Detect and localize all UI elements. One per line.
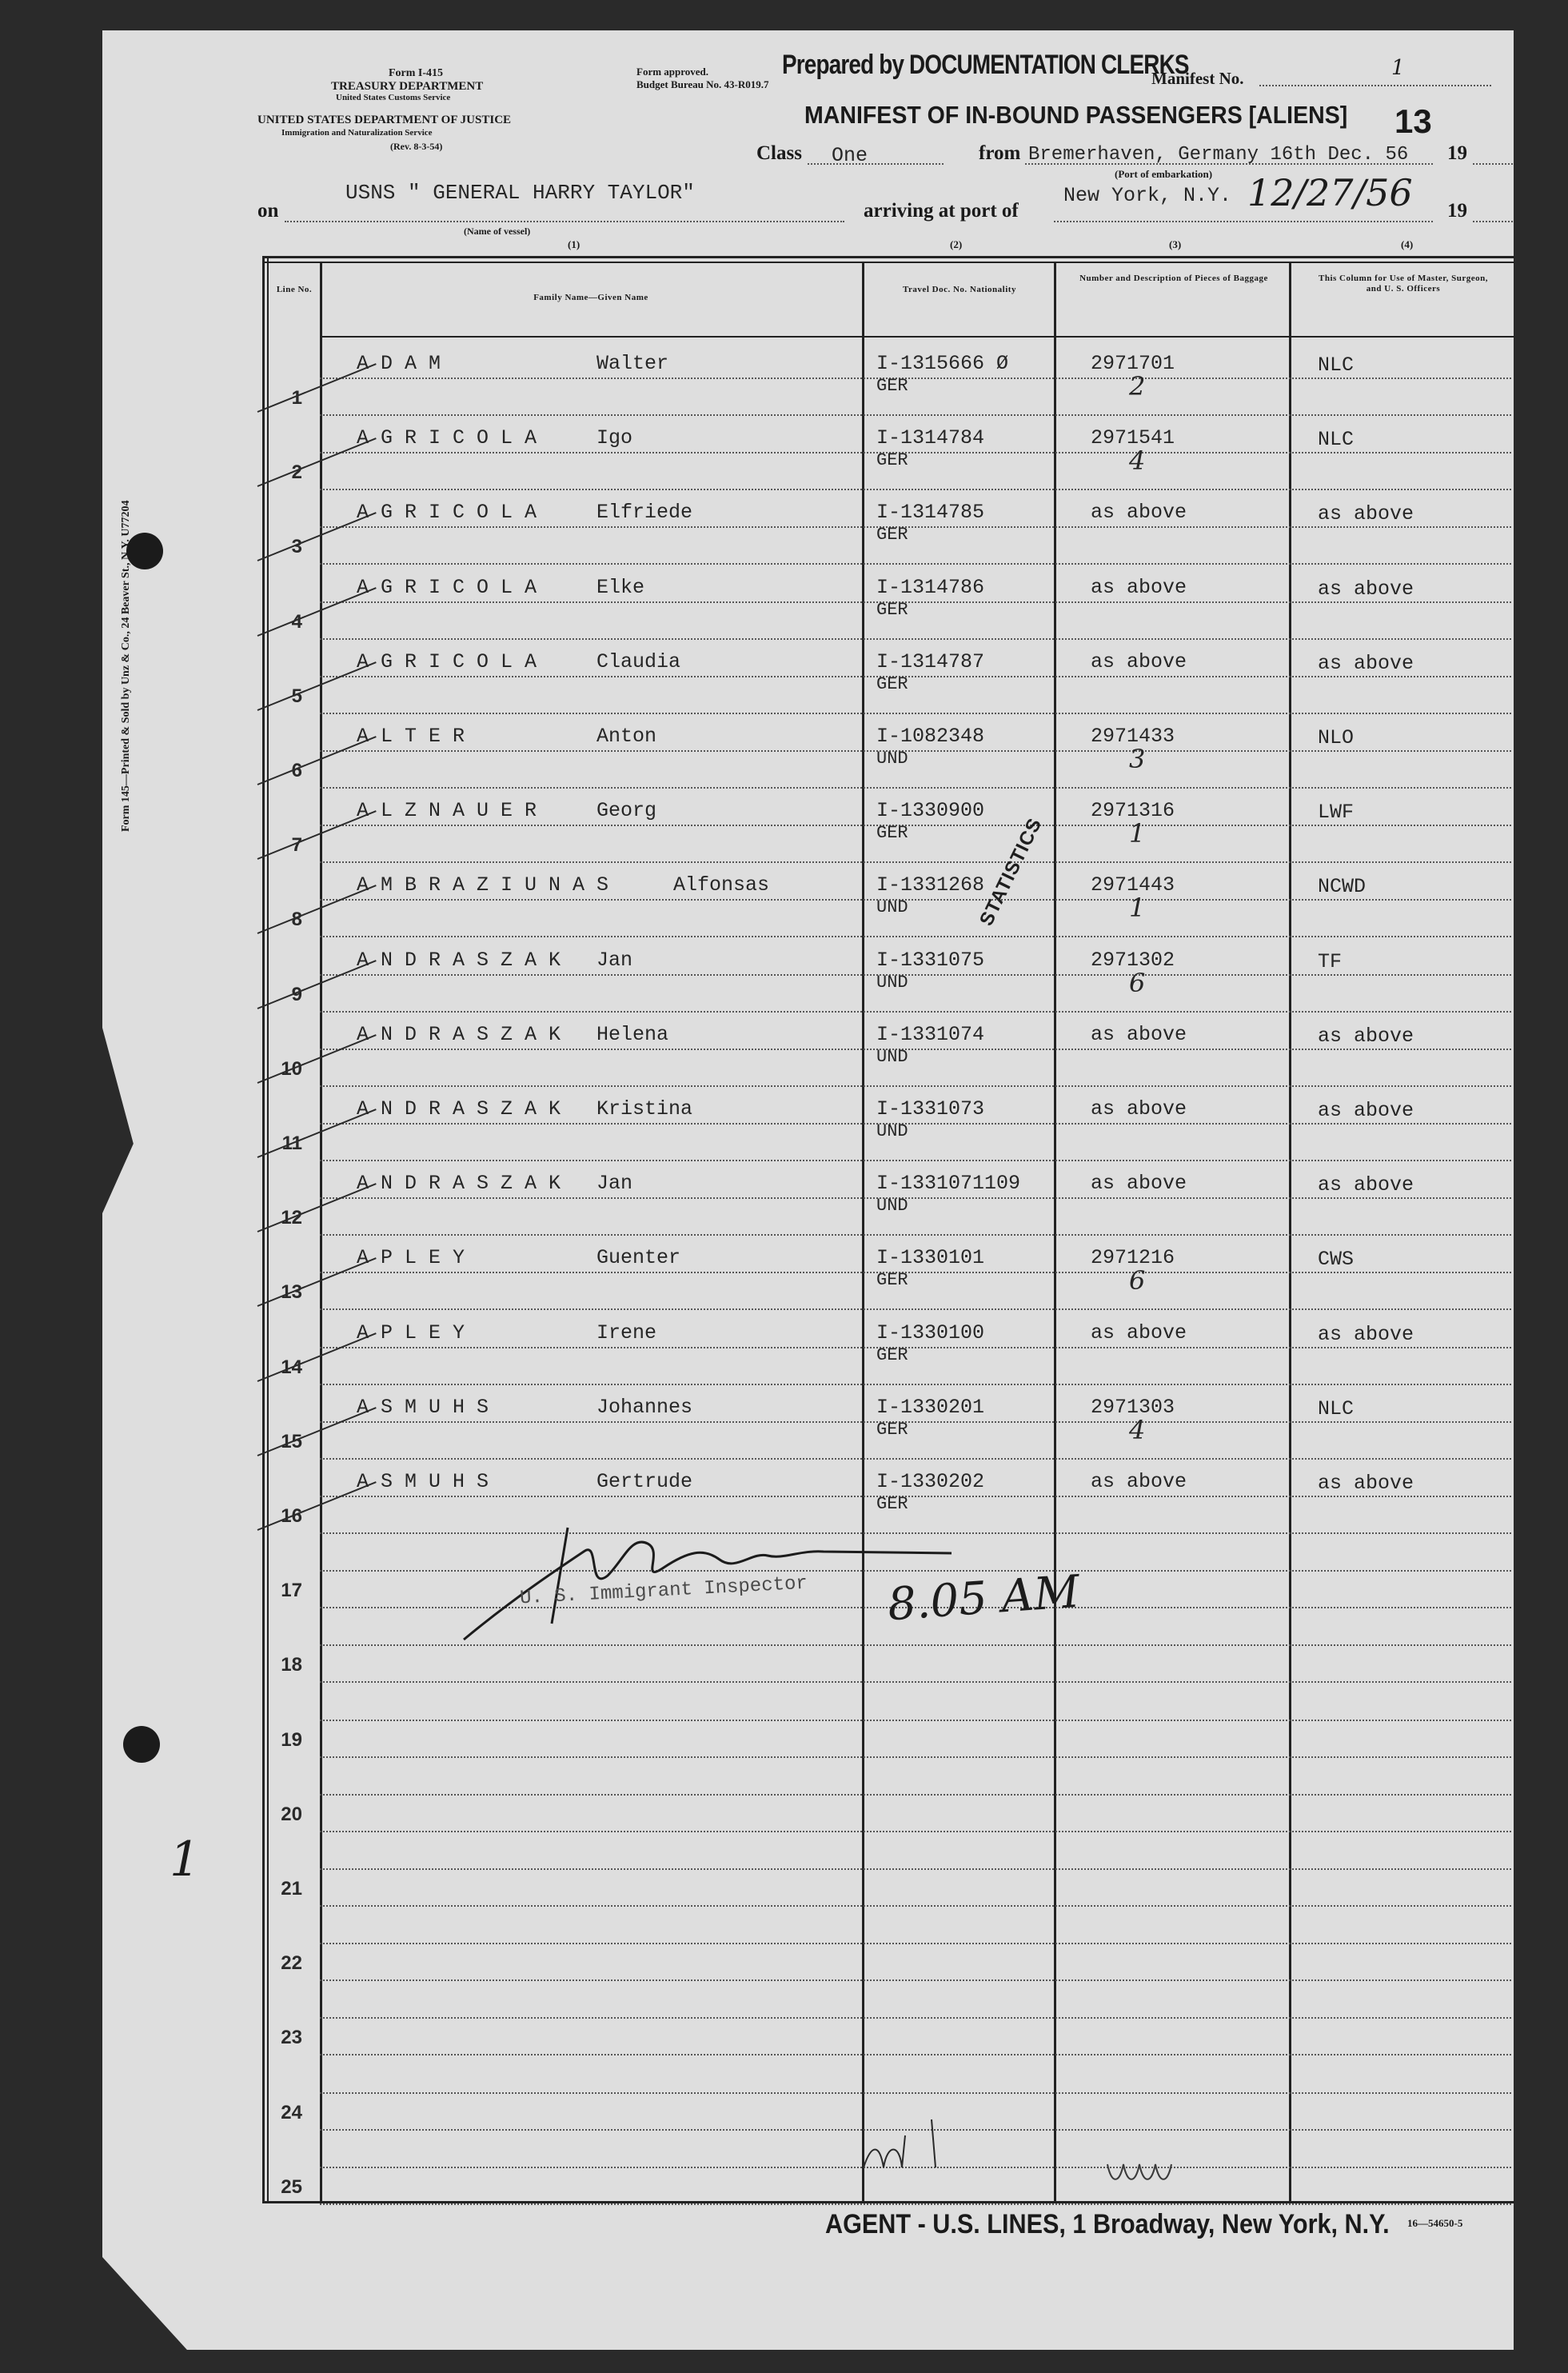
nationality: GER bbox=[876, 450, 908, 471]
given-name: Igo bbox=[596, 426, 633, 450]
year-suffix-1: 19 bbox=[1447, 142, 1467, 164]
baggage: 2971302 bbox=[1091, 948, 1175, 972]
baggage-pieces: 3 bbox=[1129, 744, 1146, 774]
baggage: as above bbox=[1091, 1022, 1187, 1046]
col-num-4: (4) bbox=[1401, 238, 1414, 250]
row-line-lower bbox=[320, 1681, 1511, 1683]
travel-doc-no: I-1314786 bbox=[876, 575, 985, 599]
manifest-no-line bbox=[1259, 85, 1491, 86]
line-number: 15 bbox=[281, 1430, 302, 1452]
scribble-baggage-col bbox=[1103, 2148, 1231, 2196]
nationality: UND bbox=[876, 1046, 908, 1067]
from-value: Bremerhaven, Germany 16th Dec. 56 bbox=[1028, 144, 1409, 166]
given-name: Gertrude bbox=[596, 1470, 693, 1493]
line-number: 1 bbox=[291, 387, 302, 409]
officer-notes: NLC bbox=[1318, 428, 1355, 452]
officer-notes: as above bbox=[1318, 502, 1414, 526]
line-number: 25 bbox=[281, 2175, 302, 2198]
travel-doc-no: I-1330201 bbox=[876, 1395, 985, 1419]
row-line-lower bbox=[320, 1011, 1511, 1013]
line-number: 18 bbox=[281, 1654, 302, 1676]
travel-divider bbox=[1054, 262, 1056, 2203]
row-line-upper bbox=[320, 1272, 1511, 1273]
family-name: A M B R A Z I U N A S bbox=[357, 873, 609, 897]
line-number: 3 bbox=[291, 536, 302, 558]
page-number: 13 bbox=[1394, 102, 1432, 140]
year-line-2 bbox=[1473, 221, 1513, 222]
officer-notes: as above bbox=[1318, 651, 1414, 675]
given-name: Elfriede bbox=[596, 501, 693, 525]
arriving-label: arriving at port of bbox=[864, 200, 1019, 222]
line-number: 9 bbox=[291, 983, 302, 1005]
row-line-lower bbox=[320, 1905, 1511, 1907]
row-line-upper bbox=[320, 676, 1511, 677]
row-line-lower bbox=[320, 1979, 1511, 1981]
officer-notes: as above bbox=[1318, 577, 1414, 601]
officer-notes: as above bbox=[1318, 1024, 1414, 1048]
baggage-pieces: 2 bbox=[1129, 371, 1146, 401]
customs-service: United States Customs Service bbox=[336, 93, 451, 102]
col-num-1: (1) bbox=[568, 238, 581, 250]
vessel-line bbox=[285, 221, 844, 222]
budget-bureau: Budget Bureau No. 43-R019.7 bbox=[636, 78, 769, 90]
row-line-upper bbox=[320, 1496, 1511, 1497]
margin-mark: 1 bbox=[170, 1832, 201, 1888]
baggage-pieces: 6 bbox=[1129, 1265, 1146, 1296]
arrival-line bbox=[1054, 221, 1433, 222]
line-number: 11 bbox=[281, 1133, 302, 1154]
row-line-upper bbox=[320, 1347, 1511, 1348]
family-name: A N D R A S Z A K bbox=[357, 1022, 561, 1046]
line-number: 22 bbox=[281, 1952, 302, 1975]
travel-doc-no: I-1314785 bbox=[876, 501, 985, 525]
given-name: Georg bbox=[596, 799, 657, 823]
vessel-caption: (Name of vessel) bbox=[464, 226, 531, 237]
nationality: UND bbox=[876, 749, 908, 769]
family-name: A L T E R bbox=[357, 725, 465, 748]
line-number: 8 bbox=[291, 909, 302, 931]
port-embark-caption: (Port of embarkation) bbox=[1115, 168, 1213, 180]
baggage-pieces: 4 bbox=[1129, 445, 1146, 477]
treasury-dept: TREASURY DEPARTMENT bbox=[331, 80, 484, 93]
row-line-upper bbox=[320, 1197, 1511, 1199]
nationality: GER bbox=[876, 525, 908, 545]
row-line-lower bbox=[320, 1458, 1511, 1460]
given-name: Guenter bbox=[596, 1246, 681, 1270]
row-line-upper bbox=[320, 1868, 1511, 1870]
given-name: Elke bbox=[596, 575, 645, 599]
lineno-divider bbox=[320, 262, 322, 2203]
travel-doc-no: I-1330900 bbox=[876, 799, 985, 823]
officer-notes: NLC bbox=[1318, 1396, 1355, 1420]
row-line-lower bbox=[320, 1160, 1511, 1161]
travel-doc-no: I-1331268 bbox=[876, 873, 985, 897]
row-line-lower bbox=[320, 1308, 1511, 1310]
justice-dept: UNITED STATES DEPARTMENT OF JUSTICE bbox=[257, 114, 512, 126]
given-name: Alfonsas bbox=[673, 873, 770, 897]
officer-notes: TF bbox=[1318, 949, 1343, 973]
baggage: 2971701 bbox=[1091, 352, 1175, 375]
line-number: 17 bbox=[281, 1580, 302, 1602]
nationality: GER bbox=[876, 673, 908, 694]
baggage: as above bbox=[1091, 1470, 1187, 1493]
baggage: as above bbox=[1091, 649, 1187, 673]
officer-notes: NLC bbox=[1318, 354, 1355, 377]
revision: (Rev. 8-3-54) bbox=[390, 141, 443, 152]
family-name: A G R I C O L A bbox=[357, 649, 537, 673]
baggage-divider bbox=[1289, 262, 1291, 2203]
row-line-upper bbox=[320, 899, 1511, 901]
baggage-pieces: 1 bbox=[1129, 893, 1146, 924]
nationality: GER bbox=[876, 1344, 908, 1365]
manifest-title: MANIFEST OF IN-BOUND PASSENGERS [ALIENS] bbox=[804, 101, 1348, 129]
given-name: Irene bbox=[596, 1320, 657, 1344]
nationality: UND bbox=[876, 897, 908, 918]
family-name: A N D R A S Z A K bbox=[357, 948, 561, 972]
baggage: as above bbox=[1091, 1320, 1187, 1344]
travel-doc-no: I-1314787 bbox=[876, 649, 985, 673]
line-number: 4 bbox=[291, 610, 302, 633]
nationality: UND bbox=[876, 1196, 908, 1216]
manifest-no-label: Manifest No. bbox=[1151, 69, 1244, 88]
officer-notes: as above bbox=[1318, 1173, 1414, 1197]
header-name: Family Name—Given Name bbox=[533, 293, 648, 302]
line-number: 7 bbox=[291, 834, 302, 857]
nationality: UND bbox=[876, 1121, 908, 1141]
travel-doc-no: I-1082348 bbox=[876, 725, 985, 748]
row-line-upper bbox=[320, 601, 1511, 603]
row-line-upper bbox=[320, 974, 1511, 976]
row-line-lower bbox=[320, 936, 1511, 937]
row-line-upper bbox=[320, 2017, 1511, 2019]
form-approved: Form approved. bbox=[636, 66, 709, 78]
line-number: 6 bbox=[291, 760, 302, 781]
class-label: Class bbox=[756, 142, 802, 164]
row-line-lower bbox=[320, 1384, 1511, 1385]
nationality: GER bbox=[876, 599, 908, 620]
line-number: 19 bbox=[281, 1728, 302, 1751]
table-top-border-2 bbox=[262, 262, 1514, 263]
family-name: A G R I C O L A bbox=[357, 501, 537, 525]
baggage: 2971433 bbox=[1091, 725, 1175, 748]
row-line-upper bbox=[320, 1794, 1511, 1796]
table-top-border bbox=[262, 256, 1514, 258]
top-mark: 1 bbox=[1391, 56, 1405, 80]
row-line-upper bbox=[320, 1123, 1511, 1125]
vessel-name: USNS " GENERAL HARRY TAYLOR" bbox=[345, 181, 695, 205]
form-number: Form I-415 bbox=[389, 67, 444, 79]
baggage: 2971216 bbox=[1091, 1246, 1175, 1270]
header-baggage: Number and Description of Pieces of Baggage bbox=[1079, 274, 1268, 283]
statistics-stamp: STATISTICS bbox=[976, 814, 1047, 929]
given-name: Walter bbox=[596, 352, 669, 375]
line-number: 2 bbox=[291, 461, 302, 484]
prepared-by-stamp: Prepared by DOCUMENTATION CLERKS bbox=[782, 50, 1189, 80]
family-name: A L Z N A U E R bbox=[357, 799, 537, 823]
baggage-pieces: 6 bbox=[1129, 967, 1146, 998]
nationality: GER bbox=[876, 1494, 908, 1514]
binder-hole-bottom bbox=[123, 1726, 160, 1763]
family-name: A P L E Y bbox=[357, 1320, 465, 1344]
nationality: GER bbox=[876, 376, 908, 396]
officer-notes: CWS bbox=[1318, 1248, 1355, 1272]
given-name: Jan bbox=[596, 1172, 633, 1196]
nationality: GER bbox=[876, 1419, 908, 1440]
row-line-lower bbox=[320, 787, 1511, 789]
on-label: on bbox=[257, 200, 279, 222]
row-line-lower bbox=[320, 713, 1511, 714]
family-name: A D A M bbox=[357, 352, 441, 375]
baggage: 2971316 bbox=[1091, 799, 1175, 823]
row-line-lower bbox=[320, 414, 1511, 416]
line-number: 20 bbox=[281, 1803, 302, 1825]
row-line-lower bbox=[320, 2203, 1511, 2205]
baggage: as above bbox=[1091, 1097, 1187, 1121]
row-line-lower bbox=[320, 1085, 1511, 1087]
scribble-travel-col bbox=[856, 2111, 983, 2175]
officer-notes: as above bbox=[1318, 1322, 1414, 1346]
family-name: A S M U H S bbox=[357, 1395, 489, 1419]
travel-doc-no: I-1314784 bbox=[876, 426, 985, 450]
baggage: as above bbox=[1091, 575, 1187, 599]
given-name: Kristina bbox=[596, 1097, 693, 1121]
family-name: A N D R A S Z A K bbox=[357, 1097, 561, 1121]
travel-doc-no: I-1331075 bbox=[876, 948, 985, 972]
line-number: 13 bbox=[281, 1281, 302, 1304]
travel-doc-no: I-1330202 bbox=[876, 1470, 985, 1493]
header-officers: This Column for Use of Master, Surgeon, and U. S. Officers bbox=[1318, 274, 1488, 294]
officer-notes: as above bbox=[1318, 1099, 1414, 1122]
row-line-lower bbox=[320, 1831, 1511, 1832]
row-line-upper bbox=[320, 378, 1511, 379]
footer-code: 16—54650-5 bbox=[1407, 2217, 1463, 2229]
travel-doc-no: I-1330100 bbox=[876, 1320, 985, 1344]
travel-doc-no: I-1331073 bbox=[876, 1097, 985, 1121]
given-name: Johannes bbox=[596, 1395, 693, 1419]
row-line-upper bbox=[320, 750, 1511, 752]
given-name: Claudia bbox=[596, 649, 681, 673]
class-line bbox=[808, 163, 944, 165]
from-label: from bbox=[979, 142, 1021, 164]
col-num-3: (3) bbox=[1169, 238, 1182, 250]
row-line-upper bbox=[320, 1720, 1511, 1721]
travel-doc-no: I-1331074 bbox=[876, 1022, 985, 1046]
given-name: Anton bbox=[596, 725, 657, 748]
row-line-lower bbox=[320, 489, 1511, 490]
ins-service: Immigration and Naturalization Service bbox=[281, 128, 433, 138]
row-line-lower bbox=[320, 2054, 1511, 2055]
col-num-2: (2) bbox=[950, 238, 963, 250]
year-suffix-2: 19 bbox=[1447, 200, 1467, 222]
arrival-date: 12/27/56 bbox=[1247, 171, 1413, 214]
row-line-upper bbox=[320, 452, 1511, 453]
line-number: 16 bbox=[281, 1505, 302, 1527]
inspector-stamp: U. S. Immigrant Inspector bbox=[519, 1572, 808, 1610]
side-print: Form 145—Printed & Sold by Unz & Co., 24 Beaver St., N.Y. U77204 bbox=[120, 500, 132, 832]
row-line-upper bbox=[320, 526, 1511, 528]
inspection-time: 8.05 AM bbox=[886, 1565, 1082, 1632]
line-number: 12 bbox=[281, 1207, 302, 1229]
family-name: A G R I C O L A bbox=[357, 426, 537, 450]
baggage: as above bbox=[1091, 501, 1187, 525]
travel-doc-no: I-1330101 bbox=[876, 1246, 985, 1270]
year-line-1 bbox=[1473, 163, 1513, 165]
header-line-no: Line No. bbox=[276, 285, 313, 294]
footer-agent: AGENT - U.S. LINES, 1 Broadway, New York, N.Y. bbox=[825, 2209, 1390, 2239]
line-number: 24 bbox=[281, 2101, 302, 2123]
row-line-upper bbox=[320, 2092, 1511, 2094]
name-divider bbox=[862, 262, 864, 2203]
row-line-upper bbox=[320, 825, 1511, 826]
baggage: 2971541 bbox=[1091, 426, 1175, 450]
row-line-upper bbox=[320, 1049, 1511, 1050]
given-name: Jan bbox=[596, 948, 633, 972]
line-number: 21 bbox=[281, 1878, 302, 1900]
travel-doc-no: I-1331071109 bbox=[876, 1172, 1021, 1196]
row-line-lower bbox=[320, 563, 1511, 565]
header-bottom-border bbox=[320, 336, 1514, 338]
officer-notes: as above bbox=[1318, 1472, 1414, 1495]
officer-notes: NCWD bbox=[1318, 875, 1367, 899]
baggage: as above bbox=[1091, 1172, 1187, 1196]
nationality: UND bbox=[876, 972, 908, 993]
baggage-pieces: 4 bbox=[1129, 1414, 1146, 1445]
family-name: A P L E Y bbox=[357, 1246, 465, 1270]
arrival-port: New York, N.Y. bbox=[1063, 184, 1232, 207]
nationality: GER bbox=[876, 823, 908, 844]
row-line-lower bbox=[320, 1234, 1511, 1236]
officer-notes: NLO bbox=[1318, 726, 1355, 749]
officer-notes: LWF bbox=[1318, 801, 1355, 825]
travel-doc-no: I-1315666 Ø bbox=[876, 352, 1009, 375]
given-name: Helena bbox=[596, 1022, 669, 1046]
row-line-lower bbox=[320, 861, 1511, 863]
line-number: 5 bbox=[291, 685, 302, 707]
line-number: 14 bbox=[281, 1356, 302, 1378]
row-line-lower bbox=[320, 638, 1511, 640]
family-name: A G R I C O L A bbox=[357, 575, 537, 599]
family-name: A N D R A S Z A K bbox=[357, 1172, 561, 1196]
line-number: 23 bbox=[281, 2027, 302, 2049]
baggage: 2971443 bbox=[1091, 873, 1175, 897]
baggage-pieces: 1 bbox=[1129, 818, 1146, 849]
family-name: A S M U H S bbox=[357, 1470, 489, 1493]
row-line-upper bbox=[320, 1421, 1511, 1423]
header-travel-doc: Travel Doc. No. Nationality bbox=[903, 285, 1016, 294]
baggage: 2971303 bbox=[1091, 1395, 1175, 1419]
line-number: 10 bbox=[281, 1057, 302, 1080]
nationality: GER bbox=[876, 1270, 908, 1291]
class-value: One bbox=[832, 144, 868, 167]
row-line-lower bbox=[320, 1756, 1511, 1758]
row-line-upper bbox=[320, 1943, 1511, 1944]
